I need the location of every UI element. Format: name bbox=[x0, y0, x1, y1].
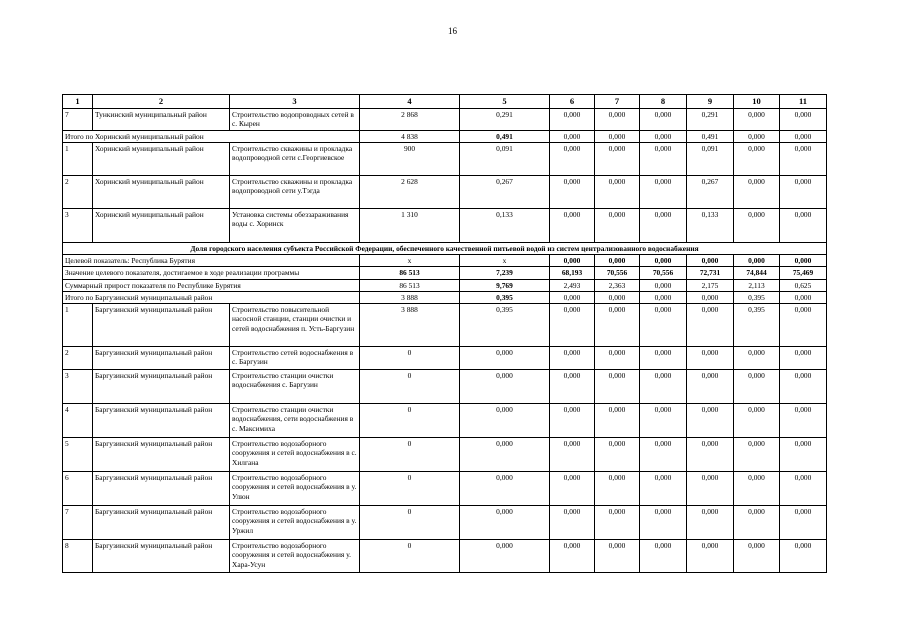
value-cell: 75,469 bbox=[780, 267, 827, 279]
value-cell: 0,000 bbox=[687, 291, 734, 303]
action-cell: Строительство водозаборного сооружения и сетей водоснабжения у. Хара-Усун bbox=[230, 540, 360, 573]
table-row bbox=[63, 208, 827, 242]
value-cell: 0,000 bbox=[595, 370, 640, 404]
value-cell: 0,000 bbox=[550, 404, 595, 438]
value-cell: 0 bbox=[360, 472, 460, 506]
value-cell: 0,000 bbox=[687, 370, 734, 404]
table-row bbox=[63, 404, 827, 438]
value-cell: 0,000 bbox=[460, 438, 550, 472]
row-number: 7 bbox=[63, 108, 93, 130]
value-cell: 0,000 bbox=[550, 208, 595, 242]
value-cell: 0,000 bbox=[734, 370, 780, 404]
value-cell: 0,625 bbox=[780, 279, 827, 291]
value-cell: 0,000 bbox=[734, 130, 780, 142]
value-cell: 0,000 bbox=[640, 108, 687, 130]
action-cell: Строительство станции очистки водоснабжения, сети водоснабжения в с. Максимиха bbox=[230, 404, 360, 438]
value-cell: 0,000 bbox=[780, 540, 827, 573]
value-cell: 7,239 bbox=[460, 267, 550, 279]
value-cell: 0,091 bbox=[460, 142, 550, 175]
value-cell: 70,556 bbox=[640, 267, 687, 279]
value-cell: 0 bbox=[360, 506, 460, 540]
value-cell: 0,000 bbox=[687, 438, 734, 472]
value-cell: 70,556 bbox=[595, 267, 640, 279]
value-cell: 900 bbox=[360, 142, 460, 175]
district-cell: Баргузинский муниципальный район bbox=[93, 304, 230, 347]
value-cell: 0,000 bbox=[734, 404, 780, 438]
value-cell: 0,000 bbox=[595, 175, 640, 208]
value-cell: 0,000 bbox=[640, 506, 687, 540]
value-cell: 0,000 bbox=[640, 130, 687, 142]
district-cell: Баргузинский муниципальный район bbox=[93, 347, 230, 370]
column-number: 7 bbox=[595, 95, 640, 109]
summary-row bbox=[63, 291, 827, 303]
value-cell: 0,491 bbox=[460, 130, 550, 142]
table-row bbox=[63, 108, 827, 130]
value-cell: 0,133 bbox=[687, 208, 734, 242]
value-cell: 0,000 bbox=[595, 130, 640, 142]
value-cell: 0,000 bbox=[780, 255, 827, 267]
program-table bbox=[62, 94, 827, 573]
value-cell: 0,000 bbox=[460, 506, 550, 540]
table-row bbox=[63, 142, 827, 175]
value-cell: 0,000 bbox=[640, 347, 687, 370]
value-cell: 0,000 bbox=[687, 506, 734, 540]
value-cell: 0,000 bbox=[595, 304, 640, 347]
value-cell: 0,000 bbox=[550, 506, 595, 540]
summary-label: Целевой показатель: Республика Бурятия bbox=[63, 255, 360, 267]
value-cell: 0 bbox=[360, 347, 460, 370]
value-cell: 0,291 bbox=[460, 108, 550, 130]
value-cell: 2 628 bbox=[360, 175, 460, 208]
value-cell: 0,000 bbox=[550, 175, 595, 208]
summary-row bbox=[63, 267, 827, 279]
row-number: 1 bbox=[63, 304, 93, 347]
value-cell: 0,000 bbox=[595, 142, 640, 175]
value-cell: 0,000 bbox=[780, 208, 827, 242]
district-cell: Хоринский муниципальный район bbox=[93, 208, 230, 242]
value-cell: 0,133 bbox=[460, 208, 550, 242]
value-cell: 0,000 bbox=[595, 255, 640, 267]
value-cell: 0,000 bbox=[734, 175, 780, 208]
value-cell: 0,000 bbox=[734, 472, 780, 506]
row-number: 1 bbox=[63, 142, 93, 175]
value-cell: 4 838 bbox=[360, 130, 460, 142]
value-cell: 2 868 bbox=[360, 108, 460, 130]
summary-label: Итого по Хоринский муниципальный район bbox=[63, 130, 360, 142]
value-cell: 0,000 bbox=[550, 304, 595, 347]
value-cell: 0,000 bbox=[734, 108, 780, 130]
column-number: 10 bbox=[734, 95, 780, 109]
action-cell: Строительство скважины и прокладка водопроводной сети у.Тэгда bbox=[230, 175, 360, 208]
value-cell: 0,000 bbox=[734, 255, 780, 267]
value-cell: 0,491 bbox=[687, 130, 734, 142]
row-number: 7 bbox=[63, 506, 93, 540]
value-cell: 0,000 bbox=[550, 347, 595, 370]
value-cell: 1 310 bbox=[360, 208, 460, 242]
value-cell: 0,000 bbox=[595, 108, 640, 130]
value-cell: 0,000 bbox=[460, 472, 550, 506]
value-cell: 0,000 bbox=[550, 370, 595, 404]
district-cell: Хоринский муниципальный район bbox=[93, 175, 230, 208]
value-cell: 0,395 bbox=[460, 291, 550, 303]
value-cell: 0,000 bbox=[460, 347, 550, 370]
value-cell: 0,000 bbox=[780, 142, 827, 175]
value-cell: 0,000 bbox=[460, 370, 550, 404]
value-cell: 0 bbox=[360, 438, 460, 472]
section-heading: Доля городского населения субъекта Российской Федерации, обеспеченного качественной питьевой водой из систем централизованного водоснабжения bbox=[63, 242, 827, 254]
value-cell: 0,000 bbox=[640, 291, 687, 303]
value-cell: 0,000 bbox=[460, 540, 550, 573]
value-cell: 0,091 bbox=[687, 142, 734, 175]
value-cell: 2,493 bbox=[550, 279, 595, 291]
table-row bbox=[63, 175, 827, 208]
value-cell: 0,000 bbox=[550, 472, 595, 506]
action-cell: Установка системы обеззараживания воды с. Хоринск bbox=[230, 208, 360, 242]
summary-label: Суммарный прирост показателя по Республике Бурятия bbox=[63, 279, 360, 291]
district-cell: Баргузинский муниципальный район bbox=[93, 506, 230, 540]
value-cell: 0,000 bbox=[687, 255, 734, 267]
value-cell: 0,000 bbox=[460, 404, 550, 438]
value-cell: 0,000 bbox=[780, 370, 827, 404]
value-cell: 72,731 bbox=[687, 267, 734, 279]
value-cell: 3 888 bbox=[360, 304, 460, 347]
value-cell: 0,000 bbox=[640, 438, 687, 472]
table-row bbox=[63, 506, 827, 540]
value-cell: 0,000 bbox=[595, 404, 640, 438]
column-number: 2 bbox=[93, 95, 230, 109]
row-number: 4 bbox=[63, 404, 93, 438]
district-cell: Хоринский муниципальный район bbox=[93, 142, 230, 175]
value-cell: 0,000 bbox=[780, 108, 827, 130]
district-cell: Баргузинский муниципальный район bbox=[93, 438, 230, 472]
value-cell: 0,000 bbox=[780, 404, 827, 438]
value-cell: 86 513 bbox=[360, 279, 460, 291]
value-cell: 0 bbox=[360, 540, 460, 573]
value-cell: 0,000 bbox=[780, 347, 827, 370]
value-cell: 0,000 bbox=[780, 506, 827, 540]
value-cell: 0,000 bbox=[780, 130, 827, 142]
value-cell: 0,000 bbox=[595, 506, 640, 540]
value-cell: 0,000 bbox=[595, 208, 640, 242]
section-heading-row bbox=[63, 242, 827, 254]
value-cell: 0,000 bbox=[550, 108, 595, 130]
value-cell: 0,000 bbox=[640, 175, 687, 208]
summary-label: Значение целевого показателя, достигаемое в ходе реализации программы bbox=[63, 267, 360, 279]
value-cell: 0,000 bbox=[734, 438, 780, 472]
value-cell: 0,000 bbox=[780, 304, 827, 347]
table-body bbox=[63, 108, 827, 573]
district-cell: Баргузинский муниципальный район bbox=[93, 370, 230, 404]
value-cell: 0,000 bbox=[640, 304, 687, 347]
row-number: 8 bbox=[63, 540, 93, 573]
value-cell: 0,000 bbox=[734, 142, 780, 175]
value-cell: 0,395 bbox=[734, 304, 780, 347]
table-row bbox=[63, 304, 827, 347]
value-cell: 0,000 bbox=[595, 472, 640, 506]
column-number: 11 bbox=[780, 95, 827, 109]
row-number: 3 bbox=[63, 370, 93, 404]
action-cell: Строительство водопроводных сетей в с. Кырен bbox=[230, 108, 360, 130]
value-cell: 0,000 bbox=[734, 540, 780, 573]
value-cell: 2,113 bbox=[734, 279, 780, 291]
value-cell: 0,000 bbox=[640, 370, 687, 404]
table-row bbox=[63, 472, 827, 506]
value-cell: 0,000 bbox=[640, 208, 687, 242]
column-number: 6 bbox=[550, 95, 595, 109]
value-cell: 68,193 bbox=[550, 267, 595, 279]
value-cell: 0,000 bbox=[640, 540, 687, 573]
value-cell: 0,000 bbox=[550, 540, 595, 573]
summary-row bbox=[63, 279, 827, 291]
column-number: 1 bbox=[63, 95, 93, 109]
value-cell: 0,000 bbox=[640, 404, 687, 438]
value-cell: 0,000 bbox=[687, 540, 734, 573]
row-number: 5 bbox=[63, 438, 93, 472]
row-number: 2 bbox=[63, 175, 93, 208]
column-number: 9 bbox=[687, 95, 734, 109]
row-number: 3 bbox=[63, 208, 93, 242]
value-cell: 74,844 bbox=[734, 267, 780, 279]
value-cell: x bbox=[360, 255, 460, 267]
action-cell: Строительство водозаборного сооружения и сетей водоснабжения в у. Уржил bbox=[230, 506, 360, 540]
value-cell: 0 bbox=[360, 370, 460, 404]
table-row bbox=[63, 540, 827, 573]
value-cell: 0,395 bbox=[460, 304, 550, 347]
value-cell: 0,000 bbox=[734, 208, 780, 242]
value-cell: 0,000 bbox=[595, 347, 640, 370]
action-cell: Строительство повысительной насосной станции, станции очистки и сетей водоснабжения п. Усть-Баргузин bbox=[230, 304, 360, 347]
value-cell: 0,000 bbox=[550, 142, 595, 175]
value-cell: 0,000 bbox=[687, 304, 734, 347]
value-cell: 0,000 bbox=[780, 472, 827, 506]
value-cell: 0,000 bbox=[780, 291, 827, 303]
summary-row bbox=[63, 255, 827, 267]
column-number: 5 bbox=[460, 95, 550, 109]
value-cell: 0,000 bbox=[550, 255, 595, 267]
value-cell: 0,395 bbox=[734, 291, 780, 303]
action-cell: Строительство водозаборного сооружения и сетей водоснабжения в с. Хилгана bbox=[230, 438, 360, 472]
value-cell: 0,000 bbox=[550, 438, 595, 472]
district-cell: Тункинский муниципальный район bbox=[93, 108, 230, 130]
value-cell: 2,363 bbox=[595, 279, 640, 291]
value-cell: 0,000 bbox=[687, 404, 734, 438]
action-cell: Строительство водозаборного сооружения и сетей водоснабжения в у. Улюн bbox=[230, 472, 360, 506]
value-cell: 0,000 bbox=[595, 540, 640, 573]
value-cell: 0,000 bbox=[687, 347, 734, 370]
value-cell: 0,000 bbox=[734, 506, 780, 540]
row-number: 2 bbox=[63, 347, 93, 370]
value-cell: x bbox=[460, 255, 550, 267]
value-cell: 0,000 bbox=[640, 279, 687, 291]
action-cell: Строительство станции очистки водоснабжения с. Баргузин bbox=[230, 370, 360, 404]
value-cell: 0,291 bbox=[687, 108, 734, 130]
column-number: 3 bbox=[230, 95, 360, 109]
value-cell: 0,000 bbox=[780, 438, 827, 472]
value-cell: 0,000 bbox=[550, 130, 595, 142]
value-cell: 0,000 bbox=[734, 347, 780, 370]
page-number: 16 bbox=[448, 26, 457, 36]
district-cell: Баргузинский муниципальный район bbox=[93, 540, 230, 573]
value-cell: 9,769 bbox=[460, 279, 550, 291]
value-cell: 0,267 bbox=[687, 175, 734, 208]
value-cell: 86 513 bbox=[360, 267, 460, 279]
table-row bbox=[63, 347, 827, 370]
value-cell: 2,175 bbox=[687, 279, 734, 291]
summary-row bbox=[63, 130, 827, 142]
row-number: 6 bbox=[63, 472, 93, 506]
value-cell: 0 bbox=[360, 404, 460, 438]
value-cell: 3 888 bbox=[360, 291, 460, 303]
district-cell: Баргузинский муниципальный район bbox=[93, 472, 230, 506]
table-row bbox=[63, 438, 827, 472]
table-row bbox=[63, 370, 827, 404]
value-cell: 0,267 bbox=[460, 175, 550, 208]
value-cell: 0,000 bbox=[640, 255, 687, 267]
district-cell: Баргузинский муниципальный район bbox=[93, 404, 230, 438]
column-number: 4 bbox=[360, 95, 460, 109]
summary-label: Итого по Баргузинский муниципальный район bbox=[63, 291, 360, 303]
action-cell: Строительство скважины и прокладка водопроводной сети с.Георгиевское bbox=[230, 142, 360, 175]
column-number: 8 bbox=[640, 95, 687, 109]
value-cell: 0,000 bbox=[550, 291, 595, 303]
column-number-row bbox=[63, 95, 827, 109]
action-cell: Строительство сетей водоснабжения в с. Баргузин bbox=[230, 347, 360, 370]
value-cell: 0,000 bbox=[640, 142, 687, 175]
value-cell: 0,000 bbox=[780, 175, 827, 208]
value-cell: 0,000 bbox=[687, 472, 734, 506]
value-cell: 0,000 bbox=[595, 438, 640, 472]
value-cell: 0,000 bbox=[595, 291, 640, 303]
value-cell: 0,000 bbox=[640, 472, 687, 506]
